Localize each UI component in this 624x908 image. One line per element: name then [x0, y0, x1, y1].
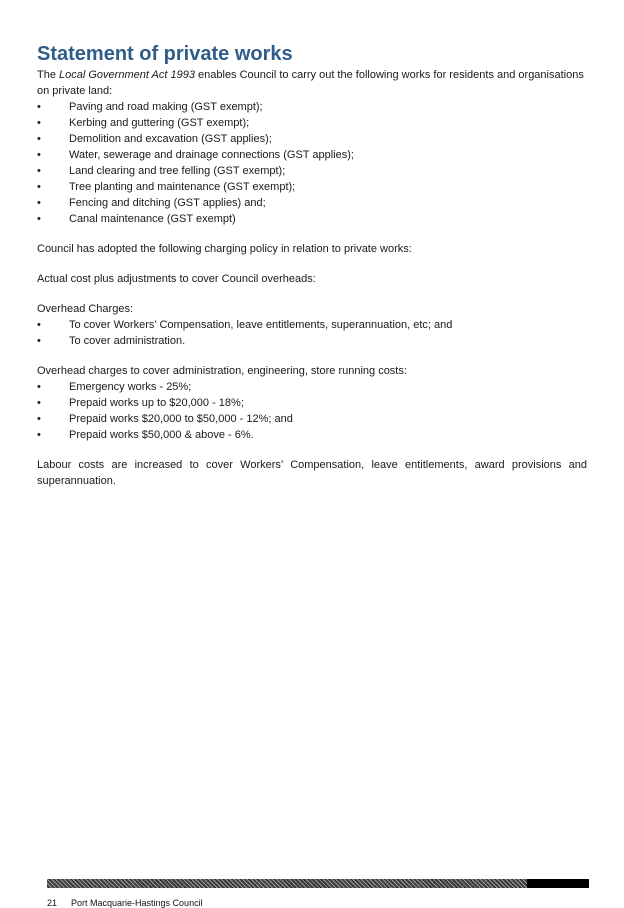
bullet-icon: •: [37, 429, 41, 441]
list-item-text: To cover administration.: [69, 335, 186, 347]
list-item-text: Prepaid works $20,000 to $50,000 - 12%; and: [69, 413, 293, 425]
list-item: [37, 395, 587, 411]
list-item-text: Kerbing and guttering (GST exempt);: [69, 117, 250, 129]
list-item: [37, 379, 587, 395]
bullet-icon: •: [37, 197, 41, 209]
list-item: [37, 333, 587, 349]
bullet-icon: •: [37, 117, 41, 129]
intro-prefix: The: [37, 69, 60, 81]
list-item: [37, 211, 587, 227]
list-item: [37, 195, 587, 211]
intro-paragraph: [37, 67, 587, 99]
footer-solid-block: [527, 879, 589, 888]
list-item: [37, 99, 587, 115]
list-item-text: Water, sewerage and drainage connections (GST applies);: [69, 149, 354, 161]
list-item-text: Paving and road making (GST exempt);: [69, 101, 263, 113]
list-item: [37, 179, 587, 195]
footer-organisation: Port Macquarie-Hastings Council: [71, 898, 203, 908]
footer-hatch-pattern: [47, 879, 527, 888]
page-number: 21: [47, 898, 58, 908]
bullet-icon: •: [37, 101, 41, 113]
page-footer: [47, 898, 203, 908]
labour-paragraph: Labour costs are increased to cover Workers’ Compensation, leave entitlements, award provisions and superannuation.: [37, 459, 587, 487]
bullet-icon: •: [37, 133, 41, 145]
works-list: [37, 99, 587, 227]
admin-heading: Overhead charges to cover administration, engineering, store running costs:: [37, 365, 407, 377]
list-item: [37, 131, 587, 147]
list-item: [37, 147, 587, 163]
bullet-icon: •: [37, 413, 41, 425]
actual-cost-paragraph: Actual cost plus adjustments to cover Council overheads:: [37, 273, 316, 285]
footer-decorative-bar: [47, 879, 589, 888]
list-item-text: Fencing and ditching (GST applies) and;: [69, 197, 266, 209]
list-item-text: Prepaid works up to $20,000 - 18%;: [69, 397, 244, 409]
page-title: Statement of private works: [37, 43, 293, 65]
bullet-icon: •: [37, 319, 41, 331]
overhead-list: [37, 317, 587, 349]
list-item: [37, 427, 587, 443]
list-item: [37, 317, 587, 333]
list-item-text: Demolition and excavation (GST applies);: [69, 133, 272, 145]
list-item-text: Tree planting and maintenance (GST exempt);: [69, 181, 296, 193]
document-page: [37, 42, 587, 489]
intro-suffix: enables Council to carry out the following works for residents and organisations on private land:: [37, 69, 584, 97]
overhead-heading: Overhead Charges:: [37, 303, 133, 315]
bullet-icon: •: [37, 149, 41, 161]
bullet-icon: •: [37, 397, 41, 409]
list-item: [37, 115, 587, 131]
list-item-text: Canal maintenance (GST exempt): [69, 213, 236, 225]
bullet-icon: •: [37, 335, 41, 347]
admin-list: [37, 379, 587, 443]
list-item: [37, 163, 587, 179]
bullet-icon: •: [37, 213, 41, 225]
list-item-text: To cover Workers’ Compensation, leave entitlements, superannuation, etc; and: [69, 319, 453, 331]
list-item: [37, 411, 587, 427]
bullet-icon: •: [37, 165, 41, 177]
act-name: Local Government Act 1993: [59, 69, 195, 81]
bullet-icon: •: [37, 381, 41, 393]
list-item-text: Emergency works - 25%;: [69, 381, 192, 393]
list-item-text: Land clearing and tree felling (GST exempt);: [69, 165, 286, 177]
list-item-text: Prepaid works $50,000 & above - 6%.: [69, 429, 254, 441]
bullet-icon: •: [37, 181, 41, 193]
policy-paragraph: Council has adopted the following charging policy in relation to private works:: [37, 243, 412, 255]
